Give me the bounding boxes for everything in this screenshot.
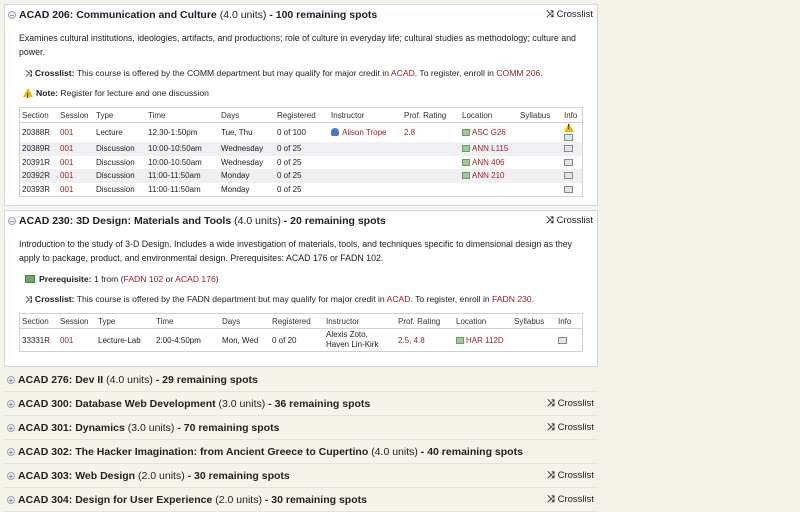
section-time: 11:00-11:50am — [146, 169, 219, 183]
building-icon — [462, 159, 470, 166]
syllabus-cell — [518, 156, 562, 170]
crosslist-button[interactable] — [547, 393, 594, 415]
course-code: ACAD 206: — [19, 9, 74, 21]
rating-cell — [402, 183, 460, 197]
syllabus-cell — [518, 183, 562, 197]
column-header: Info — [556, 314, 583, 329]
section-time: 2:00-4:50pm — [156, 335, 201, 345]
column-header: Prof. Rating — [396, 314, 454, 329]
building-icon — [462, 129, 470, 136]
collapse-icon[interactable]: − — [9, 217, 15, 226]
info-icon[interactable] — [564, 186, 573, 193]
section-registered: 0 of 25 — [275, 169, 329, 183]
course-title: Dynamics — [75, 422, 125, 434]
collapse-icon[interactable]: − — [9, 11, 15, 20]
instructor-name: Alexis Zoto, — [326, 330, 368, 339]
instructor-link[interactable]: Alison Trope — [342, 128, 387, 137]
course-units: (4.0 units) — [371, 446, 418, 458]
section-type: Discussion — [94, 142, 146, 156]
table-row — [20, 142, 583, 156]
shuffle-icon: ⤨ — [545, 9, 554, 20]
column-header: Prof. Rating — [402, 108, 460, 123]
course-units: (2.0 units) — [215, 494, 262, 506]
course-code: ACAD 304: — [18, 494, 73, 506]
course-code: ACAD 300: — [18, 398, 73, 410]
person-icon — [331, 128, 339, 136]
building-icon — [456, 337, 464, 344]
course-spots: - 30 remaining spots — [187, 470, 290, 482]
column-header: Registered — [275, 108, 329, 123]
section-note — [23, 85, 597, 101]
column-header: Time — [146, 108, 219, 123]
info-icon[interactable] — [564, 159, 573, 166]
course-panel-acad-206 — [4, 4, 598, 206]
building-icon — [462, 145, 470, 152]
course-row-acad-302[interactable] — [4, 441, 598, 464]
shuffle-icon: ⤨ — [545, 215, 554, 226]
prereq-label: Prerequisite: — [39, 274, 92, 284]
syllabus-cell — [518, 169, 562, 183]
expand-icon[interactable]: + — [8, 448, 14, 457]
rating-cell — [402, 142, 460, 156]
course-units: (4.0 units) — [219, 9, 267, 21]
column-header: Section — [20, 108, 59, 123]
crosslist-note — [25, 291, 597, 307]
course-title: Design for User Experience — [75, 494, 213, 506]
course-spots: - 29 remaining spots — [155, 374, 258, 386]
session-link[interactable]: 001 — [60, 128, 74, 137]
table-row — [20, 156, 583, 170]
section-days: Mon, Wed — [222, 335, 259, 345]
shuffle-icon: ⤨ — [25, 68, 32, 78]
section-registered: 0 of 25 — [277, 184, 302, 194]
enroll-course-link[interactable]: COMM 206 — [496, 68, 541, 78]
course-header[interactable] — [5, 5, 597, 25]
crosslist-note-label: Crosslist: — [34, 68, 75, 78]
info-icon[interactable] — [564, 172, 573, 179]
crosslist-button[interactable] — [546, 5, 593, 25]
section-id: 20393R — [22, 184, 51, 194]
course-title: Dev II — [75, 374, 104, 386]
course-title: Web Design — [75, 470, 136, 482]
warning-icon — [23, 88, 33, 97]
crosslist-note-text: . To register, enroll in — [410, 294, 490, 304]
section-registered: 0 of 100 — [277, 128, 306, 137]
section-type: Discussion — [94, 169, 146, 183]
table-header — [20, 108, 583, 123]
location-link[interactable]: ANN 210 — [472, 171, 505, 181]
section-type: Lecture-Lab — [98, 335, 141, 345]
section-type: Discussion — [96, 157, 135, 167]
crosslist-label: Crosslist — [557, 470, 594, 481]
column-header: Location — [460, 108, 518, 123]
crosslist-label: Crosslist — [556, 9, 593, 20]
location-link[interactable]: ANN 406 — [472, 157, 505, 167]
course-row-acad-303[interactable] — [4, 465, 598, 488]
column-header: Info — [562, 108, 583, 123]
course-units: (2.0 units) — [138, 470, 185, 482]
expand-icon[interactable]: + — [8, 496, 14, 505]
expand-icon[interactable]: + — [8, 400, 14, 409]
location-link[interactable]: ANN L115 — [472, 144, 509, 154]
course-row-acad-304[interactable] — [4, 489, 598, 512]
column-header: Section — [20, 314, 59, 329]
course-title: Communication and Culture — [76, 9, 217, 21]
syllabus-cell — [518, 123, 562, 143]
course-code: ACAD 301: — [18, 422, 73, 434]
column-header: Registered — [270, 314, 324, 329]
course-description: Introduction to the study of 3-D Design. Includes a wide investigation of materials, tools, and techniques specific to dimensional design as they apply to package, product, and environmental design. Prerequisites: ACAD 176 or FADN 102. — [19, 239, 573, 263]
note-text: Register for lecture and one discussion — [60, 88, 209, 98]
course-title: Database Web Development — [75, 398, 216, 410]
shuffle-icon: ⤨ — [546, 422, 555, 433]
column-header: Syllabus — [518, 108, 562, 123]
section-time: 10:00-10:50am — [146, 142, 219, 156]
building-icon — [462, 172, 470, 179]
shuffle-icon: ⤨ — [546, 494, 555, 505]
rating-link[interactable]: 2.8 — [404, 128, 416, 137]
section-time: 11:00-11:50am — [148, 184, 201, 194]
course-title: 3D Design: Materials and Tools — [76, 215, 232, 227]
crosslist-button[interactable] — [547, 417, 594, 439]
crosslist-button[interactable] — [547, 465, 594, 487]
info-icon[interactable] — [564, 145, 573, 152]
warning-icon[interactable] — [564, 123, 574, 132]
course-spots: - 100 remaining spots — [269, 9, 378, 21]
section-days: Monday — [221, 184, 250, 194]
course-row-acad-300[interactable] — [4, 393, 598, 416]
rating-link[interactable]: 2.5, 4.8 — [398, 335, 425, 345]
column-header: Syllabus — [512, 314, 556, 329]
table-row — [20, 183, 583, 197]
course-code: ACAD 230: — [19, 215, 74, 227]
prereq-text: or — [163, 274, 176, 284]
syllabus-cell — [518, 142, 562, 156]
session-link[interactable]: 001 — [60, 184, 74, 194]
course-header[interactable] — [5, 211, 597, 231]
course-units: (4.0 units) — [106, 374, 153, 386]
course-spots: - 36 remaining spots — [268, 398, 371, 410]
info-icon[interactable] — [564, 134, 573, 141]
section-registered: 0 of 25 — [275, 142, 329, 156]
crosslist-note-text: . To register, enroll in — [414, 68, 494, 78]
section-days: Wednesday — [219, 142, 275, 156]
note-label: Note: — [36, 88, 58, 98]
syllabus-cell — [512, 329, 556, 352]
sections-table — [19, 313, 583, 352]
session-link[interactable]: 001 — [60, 144, 74, 154]
crosslist-button[interactable] — [547, 489, 594, 511]
prereq-course-link[interactable]: ACAD 176 — [175, 274, 216, 284]
course-spots: - 70 remaining spots — [177, 422, 280, 434]
crosslist-note-text: . — [540, 68, 543, 78]
section-days: Tue, Thu — [221, 128, 253, 137]
prereq-text: 1 from ( — [93, 274, 124, 284]
rating-cell — [402, 156, 460, 170]
column-header: Instructor — [329, 108, 402, 123]
crosslist-note-text: This course is offered by the FADN department but may qualify for major credit in — [76, 294, 385, 304]
instructor-cell — [329, 142, 402, 156]
rating-cell — [402, 169, 460, 183]
crosslist-label: Crosslist — [557, 422, 594, 433]
location-link[interactable]: ASC G26 — [472, 128, 506, 137]
course-units: (3.0 units) — [218, 398, 266, 410]
section-time: 12:30-1:50pm — [148, 128, 198, 137]
section-registered: 0 of 20 — [272, 335, 297, 345]
enroll-course-link[interactable]: FADN 230 — [492, 294, 532, 304]
sections-table — [19, 107, 583, 197]
instructor-name: Haven Lin-Kirk — [326, 340, 379, 349]
session-link[interactable]: 001 — [60, 335, 74, 345]
column-header: Days — [220, 314, 270, 329]
section-days: Wednesday — [221, 157, 264, 167]
section-id: 20391R — [22, 157, 51, 167]
expand-icon[interactable]: + — [8, 472, 14, 481]
course-code: ACAD 302: — [18, 446, 73, 458]
session-link[interactable]: 001 — [60, 157, 74, 167]
major-link[interactable]: ACAD — [390, 68, 415, 78]
crosslist-label: Crosslist — [557, 494, 594, 505]
course-description: Examines cultural institutions, ideologies, artifacts, and productions; role of culture in everyday life; cultural studies as methodology; culture and power. — [19, 33, 576, 57]
section-time: 10:00-10:50am — [148, 157, 202, 167]
course-units: (3.0 units) — [127, 422, 175, 434]
crosslist-note — [25, 65, 597, 81]
crosslist-note-text: This course is offered by the COMM department but may qualify for major credit in — [76, 68, 389, 78]
prerequisite-note — [25, 271, 597, 287]
instructor-cell — [329, 169, 402, 183]
expand-icon[interactable]: + — [8, 424, 14, 433]
prereq-course-link[interactable]: FADN 102 — [123, 274, 164, 284]
course-code: ACAD 276: — [18, 374, 73, 386]
column-header: Type — [94, 108, 146, 123]
column-header: Location — [454, 314, 512, 329]
major-link[interactable]: ACAD — [386, 294, 411, 304]
section-type: Discussion — [96, 184, 135, 194]
location-cell — [460, 183, 518, 197]
crosslist-note-text: . — [531, 294, 535, 304]
course-code: ACAD 303: — [18, 470, 73, 482]
course-spots: - 40 remaining spots — [420, 446, 523, 458]
course-panel-acad-230 — [4, 210, 598, 367]
info-icon[interactable] — [558, 337, 567, 344]
column-header: Instructor — [324, 314, 396, 329]
prerequisite-icon — [25, 275, 35, 283]
shuffle-icon: ⤨ — [546, 470, 555, 481]
crosslist-label: Crosslist — [556, 215, 593, 226]
section-days: Monday — [219, 169, 275, 183]
shuffle-icon: ⤨ — [25, 294, 32, 304]
column-header: Days — [219, 108, 275, 123]
crosslist-label: Crosslist — [557, 398, 594, 409]
table-row — [20, 123, 583, 143]
section-registered: 0 of 25 — [277, 157, 302, 167]
column-header: Session — [58, 108, 94, 123]
instructor-cell — [329, 183, 402, 197]
location-link[interactable]: HAR 112D — [466, 335, 504, 345]
session-link[interactable]: 001 — [60, 171, 74, 181]
instructor-cell — [324, 329, 396, 352]
section-id: 20388R — [22, 128, 51, 137]
table-row — [20, 169, 583, 183]
section-id: 20389R — [20, 142, 59, 156]
shuffle-icon: ⤨ — [546, 398, 555, 409]
column-header: Type — [96, 314, 154, 329]
column-header: Session — [58, 314, 96, 329]
section-id: 33331R — [22, 335, 51, 345]
column-header: Time — [154, 314, 220, 329]
course-row-acad-276[interactable] — [4, 369, 598, 392]
course-spots: - 30 remaining spots — [264, 494, 367, 506]
crosslist-button[interactable] — [546, 211, 593, 231]
table-header — [20, 314, 583, 329]
course-row-acad-301[interactable] — [4, 417, 598, 440]
course-spots: - 20 remaining spots — [283, 215, 386, 227]
crosslist-note-label: Crosslist: — [34, 294, 75, 304]
table-row — [20, 329, 583, 352]
prereq-text: ) — [215, 274, 219, 284]
instructor-cell — [329, 156, 402, 170]
section-type: Lecture — [96, 128, 123, 137]
course-units: (4.0 units) — [234, 215, 281, 227]
expand-icon[interactable]: + — [8, 376, 14, 385]
section-id: 20392R — [20, 169, 59, 183]
course-title: The Hacker Imagination: from Ancient Greece to Cupertino — [75, 446, 369, 458]
